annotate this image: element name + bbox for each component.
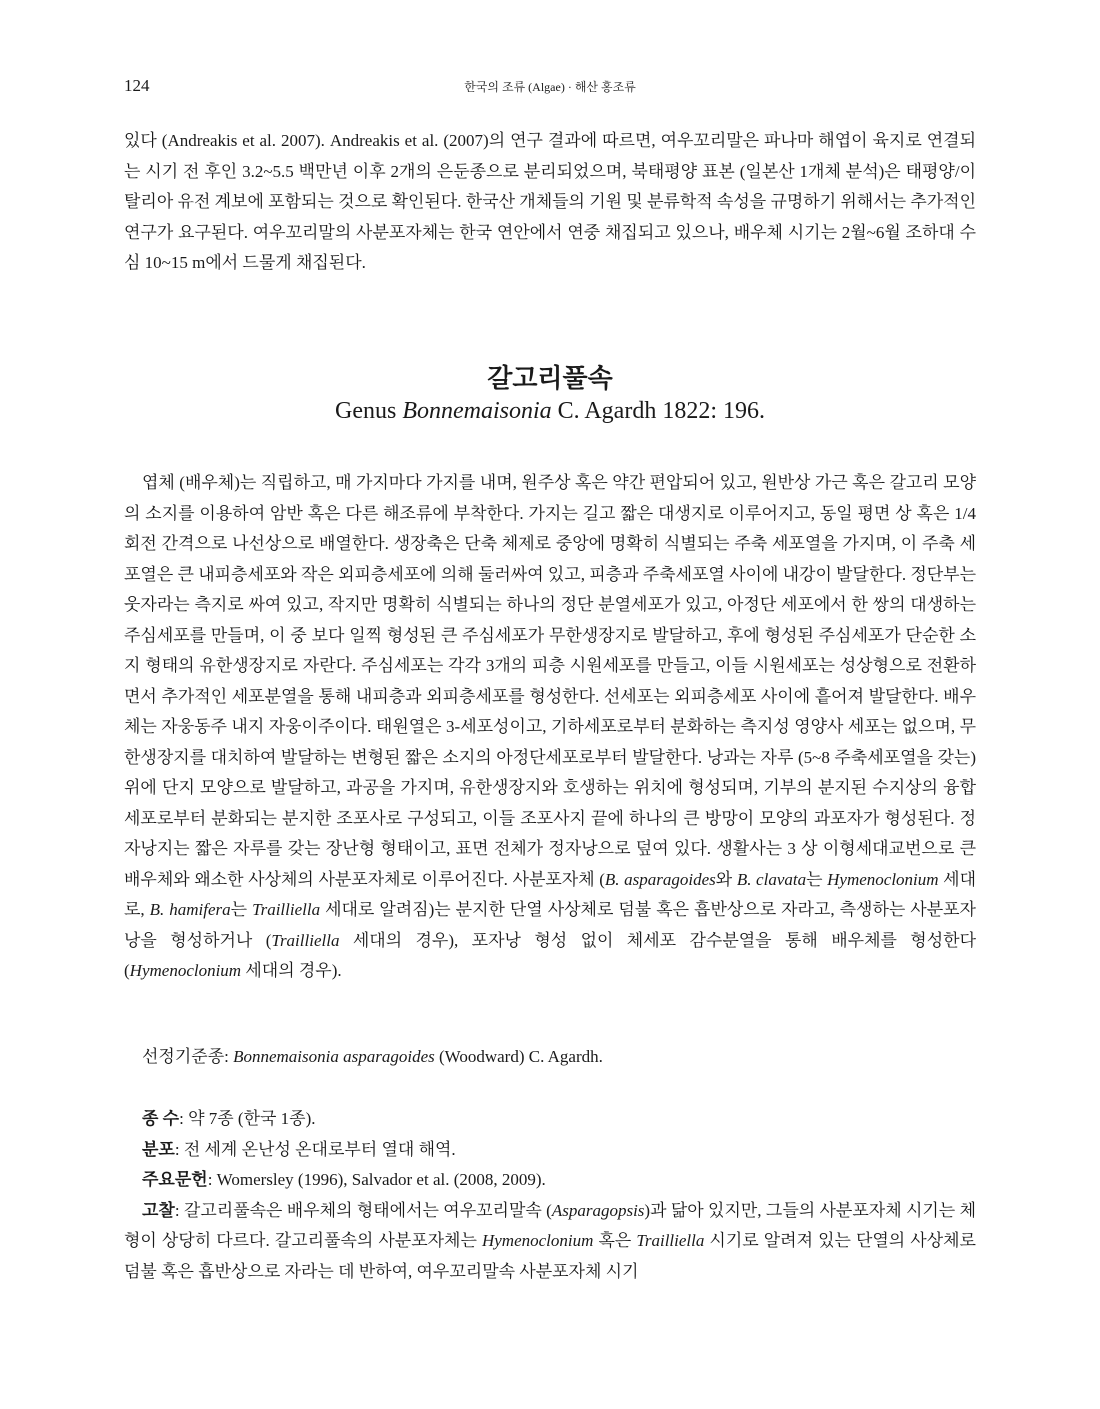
species-name: B. asparagoides	[604, 869, 716, 889]
remarks-text: )과 닮아 있지만, 그들의 사분포자체 시기는 체형이 상당히 다르다. 갈고리풀속의 사분포자체는	[124, 1200, 976, 1250]
remarks-text: 혹은	[593, 1231, 637, 1250]
generation-name: Hymenoclonium	[129, 961, 242, 980]
remarks-text: : 갈고리풀속은 배우체의 형태에서는 여우꼬리말속 (	[174, 1200, 552, 1220]
remarks-label: 고찰	[142, 1200, 175, 1220]
genus-description	[124, 468, 976, 987]
desc-text: 와	[715, 869, 737, 889]
type-species-line	[142, 1042, 603, 1067]
genus-authority: C. Agardh 1822: 196.	[551, 398, 765, 424]
species-name: B. clavata	[736, 869, 807, 889]
genus-korean-heading: 갈고리풀속	[487, 364, 613, 393]
type-species-label: 선정기준종:	[142, 1047, 234, 1066]
references-value: : Womersley (1996), Salvador et al. (2008, 2009).	[207, 1170, 546, 1189]
desc-text: 는	[806, 869, 828, 889]
genus-latin-name: Bonnemaisonia	[402, 398, 552, 424]
species-count-value: : 약 7종 (한국 1종).	[179, 1109, 316, 1128]
generation-name: Hymenoclonium	[827, 869, 939, 889]
generation-name: Trailliella	[636, 1231, 705, 1250]
remarks-paragraph	[124, 1196, 976, 1288]
species-count	[124, 1104, 976, 1135]
references-label: 주요문헌	[142, 1170, 208, 1189]
species-name: B. hamifera	[149, 900, 231, 919]
remarks-text: 시기로 알려져 있는 단열의 사상체로 덤불 혹은 흡반상으로 자라는 데 반하여, 여우꼬리말속 사분포자체 시기	[124, 1231, 976, 1281]
genus-latin-heading	[0, 398, 1100, 425]
key-references	[124, 1165, 976, 1196]
distribution	[124, 1135, 976, 1166]
generation-name: Hymenoclonium	[481, 1231, 594, 1250]
distribution-label: 분포	[142, 1139, 175, 1159]
distribution-value: : 전 세계 온난성 온대로부터 열대 해역.	[174, 1139, 456, 1159]
genus-prefix: Genus	[335, 398, 403, 424]
page-number: 124	[124, 76, 150, 95]
desc-text: 세대로 알려짐)는 분지한 단열 사상체로 덤불 혹은 흡반상으로 자라고, 측생하는 사분포자낭을 형성하거나 (	[124, 900, 976, 950]
desc-text: 엽체 (배우체)는 직립하고, 매 가지마다 가지를 내며, 원주상 혹은 약간 편압되어 있고, 원반상 가근 혹은 갈고리 모양의 소지를 이용하여 암반 혹은 다른 해조류에 부착한다. 가지는 길고 짧은 대생지로 이루어지고, 동일 평면 상 혹은 1/4 회전 간격으로 나선상으로 배열한다. 생장축은 단축 체제로 중앙에 명확히 식별되는 주축 세포열을 가지며, 이 주축 세포열은 큰 내피층세포와 작은 외피층세포에 의해 둘러싸여 있고, 피층과 주축세포열 사이에 내강이 발달한다. 정단부는 웃자라는 측지로 싸여 있고, 작지만 명확히 식별되는 하나의 정단 분열세포가 있고, 아정단 세포에서 한 쌍의 대생하는 주심세포를 만들며, 이 중 보다 일찍 형성된 큰 주심세포가 무한생장지로 발달하고, 후에 형성된 주심세포가 단순한 소지 형태의 유한생장지로 자란다. 주심세포는 각각 3개의 피층 시원세포를 만들고, 이들 시원세포는 성상형으로 전환하면서 추가적인 세포분열을 통해 내피층과 외피층세포를 형성한다. 선세포는 외피층세포 사이에 흩어져 발달한다. 배우체는 자웅동주 내지 자웅이주이다. 태원열은 3-세포성이고, 기하세포로부터 분화하는 측지성 영양사 세포는 없으며, 무한생장지를 대치하여 발달하는 변형된 짧은 소지의 아정단세포로부터 발달한다. 낭과는 자루 (5~8 주축세포열을 갖는) 위에 단지 모양으로 발달하고, 과공을 가지며, 유한생장지와 호생하는 위치에 형성되며, 기부의 분지된 수지상의 융합세포로부터 분화되는 분지한 조포사로 구성되고, 이들 조포사지 끝에 하나의 큰 방망이 모양의 과포자가 형성된다. 정자낭지는 짧은 자루를 갖는 장난형 형태이고, 표면 전체가 정자낭으로 덮여 있다. 생활사는 3 상 이형세대교번으로 큰 배우체와 왜소한 사상체의 사분포자체로 이루어진다. 사분포자체 (	[124, 473, 977, 889]
desc-text: 세대로,	[124, 869, 976, 919]
desc-text: 세대의 경우).	[241, 961, 342, 980]
intro-paragraph: 있다 (Andreakis et al. 2007). Andreakis et al. (2007)의 연구 결과에 따르면, 여우꼬리말은 파나마 해엽이 육지로 연결되는 시기 전 후인 3.2~5.5 백만년 이후 2개의 은둔종으로 분리되었으며, 북태평양 표본 (일본산 1개체 분석)은 태평양/이탈리아 유전 계보에 포함되는 것으로 확인된다. 한국산 개체들의 기원 및 분류학적 속성을 규명하기 위해서는 추가적인 연구가 요구된다. 여우꼬리말의 사분포자체는 한국 연안에서 연중 채집되고 있으나, 배우체 시기는 2월~6월 조하대 수심 10~15 m에서 드물게 채집된다.	[124, 131, 977, 272]
type-species-name: Bonnemaisonia asparagoides	[233, 1047, 435, 1066]
genus-name: Asparagopsis	[551, 1200, 645, 1220]
desc-text: 는	[230, 900, 253, 919]
type-species-authority: (Woodward) C. Agardh.	[434, 1047, 603, 1066]
species-count-label: 종 수	[142, 1109, 180, 1128]
running-head: 한국의 조류 (Algae) · 해산 홍조류	[464, 80, 636, 94]
generation-name: Trailliella	[271, 930, 340, 950]
generation-name: Trailliella	[252, 900, 321, 919]
desc-text: 세대의 경우), 포자낭 형성 없이 체세포 감수분열을 통해 배우체를 형성한다 (	[124, 930, 976, 980]
